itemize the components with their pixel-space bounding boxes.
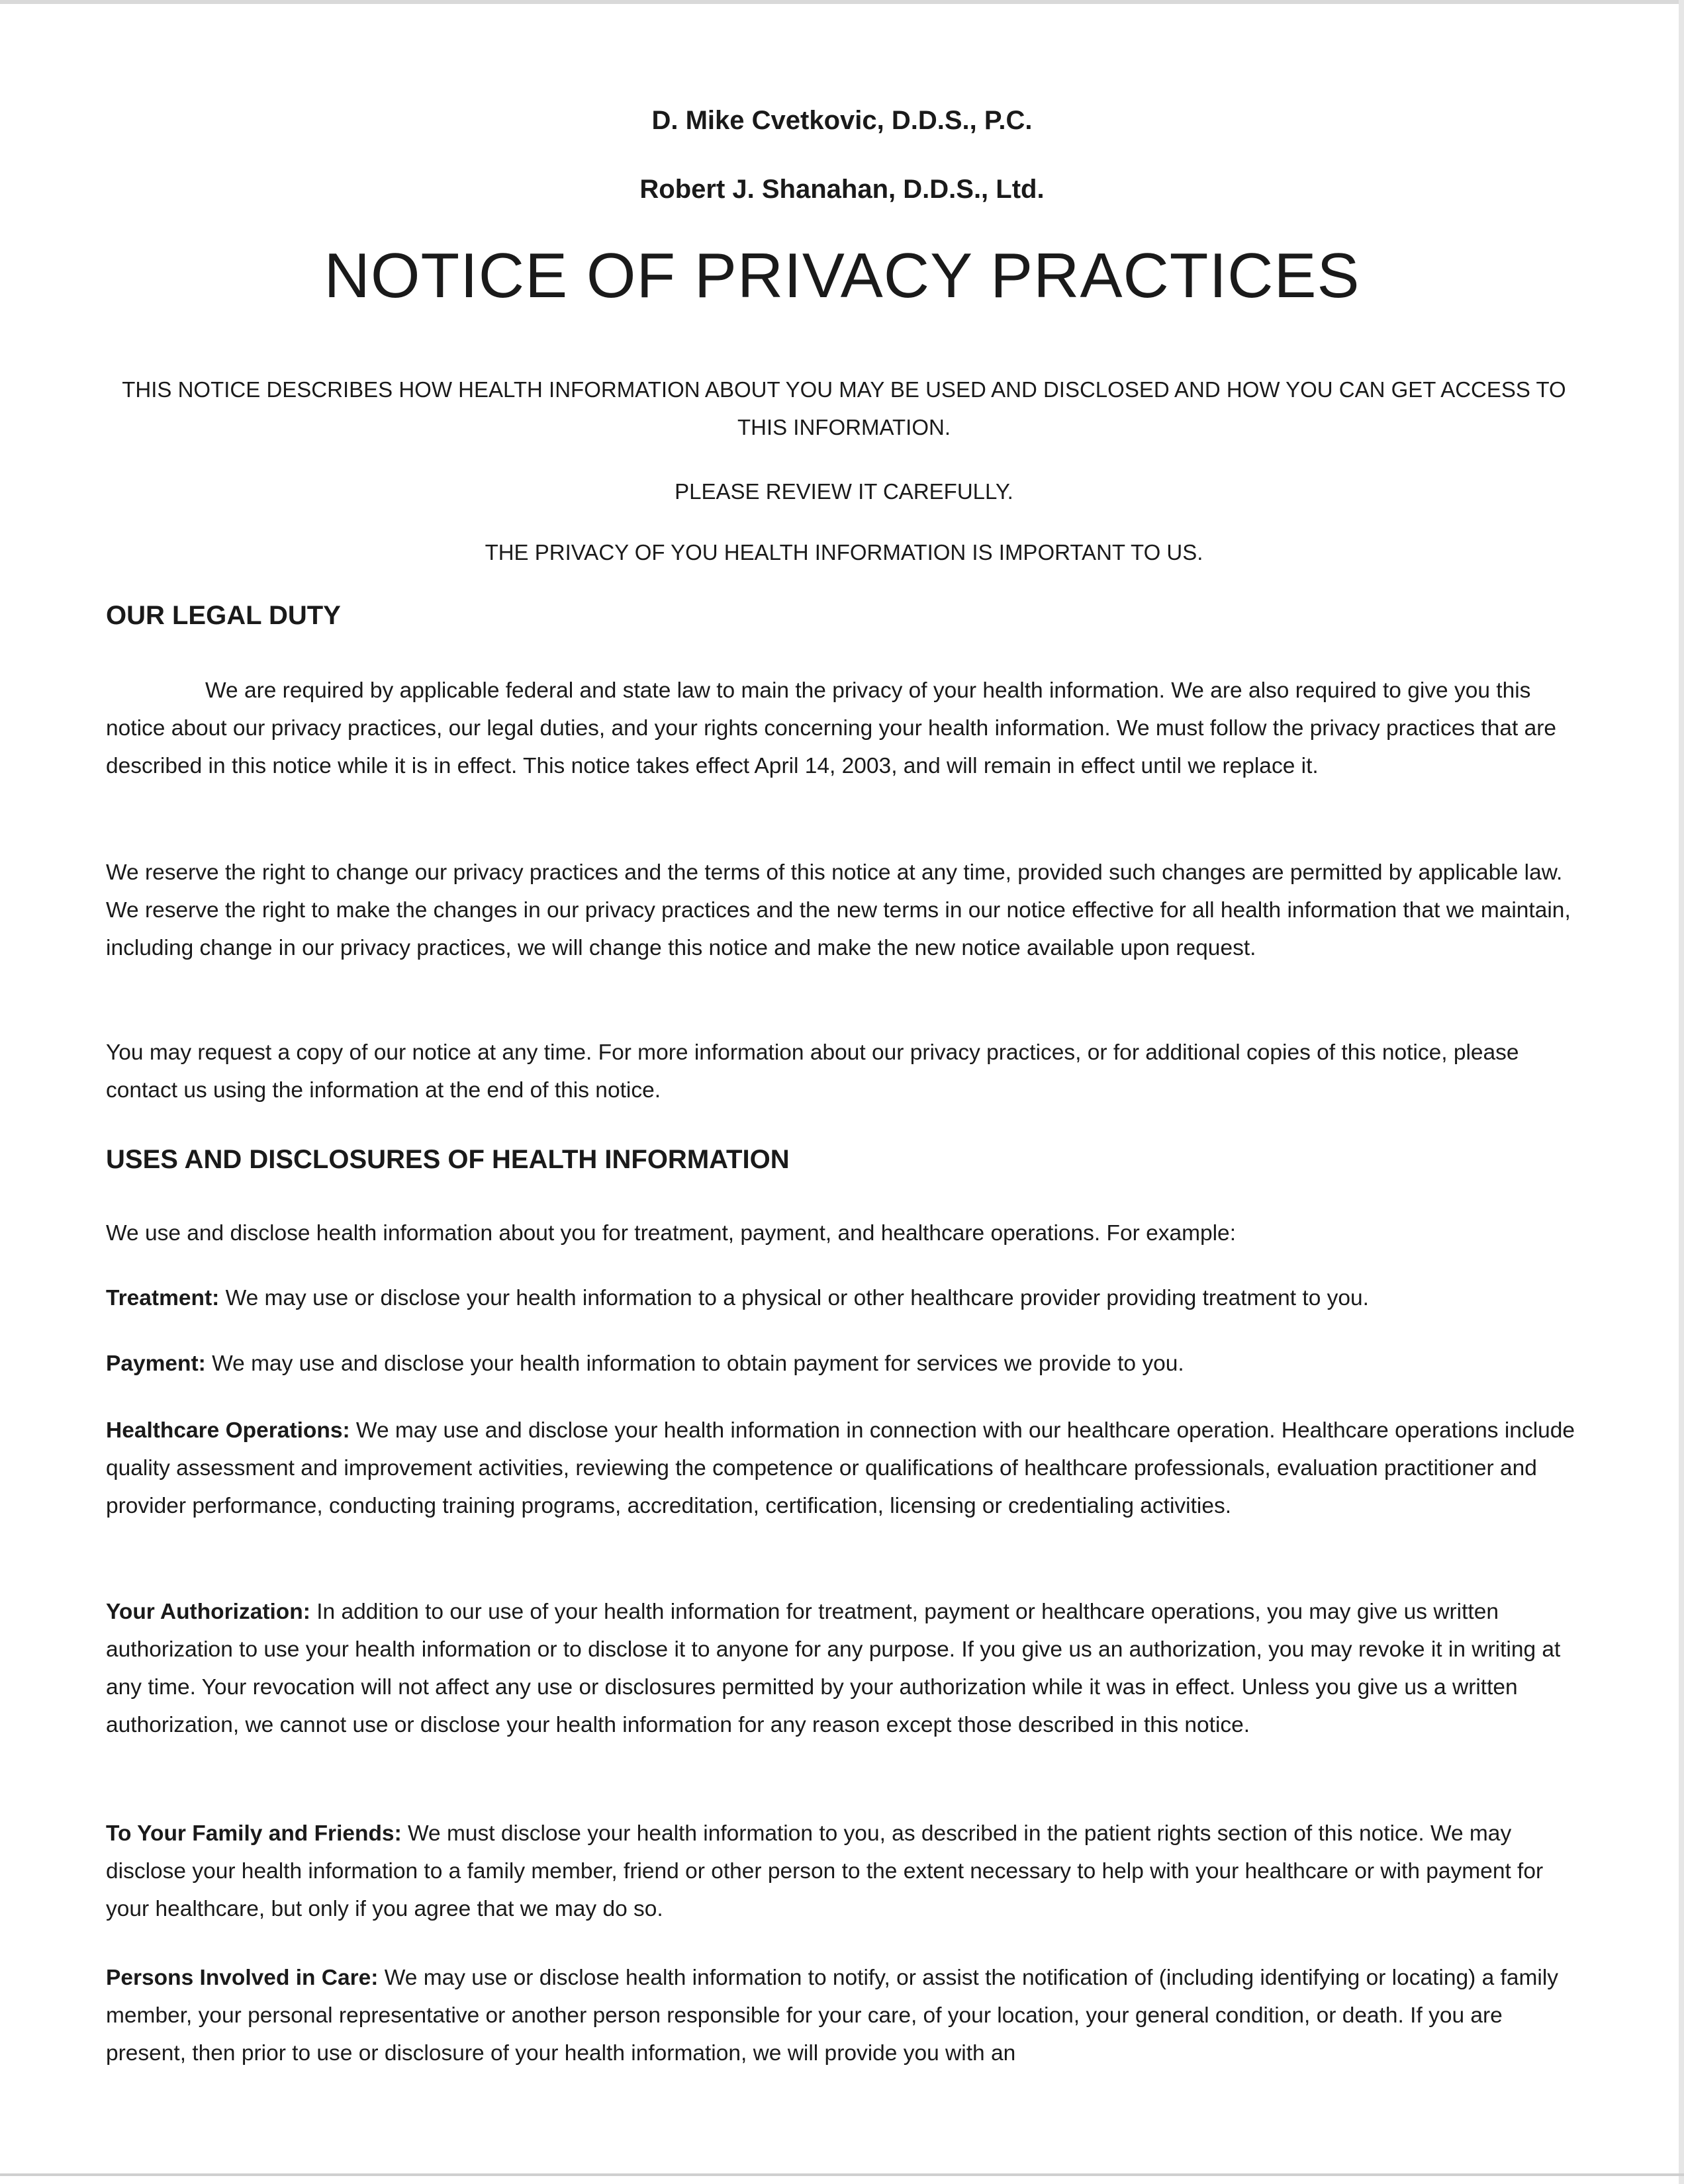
care-text: We may use or disclose health information to notify, or assist the notification of (including identifying or locating) a family member, your personal representative or another person responsible for your care, of your location, your general condition, or death. If you are present, then prior to use or disclosure of your health information, we will provide you with an	[106, 1966, 1559, 2066]
uses-intro: We use and disclose health information about you for treatment, payment, and healthcare operations. For example:	[106, 1221, 1236, 1246]
care-label: Persons Involved in Care:	[106, 1966, 379, 1990]
scan-edge-right	[1679, 0, 1684, 2184]
document-title: NOTICE OF PRIVACY PRACTICES	[324, 240, 1360, 311]
operations-text: We may use and disclose your health information in connection with our healthcare operation. Healthcare operations include quality assessment and improvement activities, reviewing the competence or qualifications of healthcare professionals, evaluation practitioner and provider performance, conducting training programs, accreditation, certification, licensing or credentialing activities.	[106, 1418, 1575, 1518]
care-paragraph	[106, 1959, 1589, 2072]
practice-name-1: D. Mike Cvetkovic, D.D.S., P.C.	[651, 106, 1033, 135]
family-text: We must disclose your health information to you, as described in the patient rights section of this notice. We may disclose your health information to a family member, friend or other person to the extent necessary to help with your healthcare or with payment for your healthcare, but only if you agree that we may do so.	[106, 1821, 1544, 1921]
notice-description: THIS NOTICE DESCRIBES HOW HEALTH INFORMATION ABOUT YOU MAY BE USED AND DISCLOSED AND HOW YOU CAN GET ACCESS TO THIS INFORMATION.	[122, 377, 1566, 439]
operations-paragraph	[106, 1412, 1589, 1525]
family-paragraph	[106, 1815, 1589, 1928]
treatment-paragraph	[106, 1279, 1589, 1317]
payment-text: We may use and disclose your health information to obtain payment for services we provide to you.	[205, 1351, 1184, 1376]
treatment-text: We may use or disclose your health information to a physical or other healthcare provider providing treatment to you.	[219, 1286, 1369, 1310]
heading-uses-disclosures: USES AND DISCLOSURES OF HEALTH INFORMATION	[106, 1145, 790, 1174]
legal-duty-paragraph-2: We reserve the right to change our privacy practices and the terms of this notice at any time, provided such changes are permitted by applicable law. We reserve the right to make the changes in our privacy practices and the new terms in our notice effective for all health information that we maintain, including change in our privacy practices, we will change this notice and make the new notice available upon request.	[106, 860, 1571, 960]
family-label: To Your Family and Friends:	[106, 1821, 402, 1846]
heading-legal-duty: OUR LEGAL DUTY	[106, 601, 341, 630]
legal-duty-paragraph-3: You may request a copy of our notice at any time. For more information about our privacy practices, or for additional copies of this notice, please contact us using the information at the end of this notice.	[106, 1040, 1519, 1103]
practice-name-2: Robert J. Shanahan, D.D.S., Ltd.	[639, 175, 1045, 204]
payment-label: Payment:	[106, 1351, 206, 1376]
payment-paragraph	[106, 1345, 1589, 1383]
scan-edge-top	[0, 0, 1684, 4]
operations-label: Healthcare Operations:	[106, 1418, 350, 1443]
authorization-label: Your Authorization:	[106, 1600, 310, 1624]
authorization-paragraph	[106, 1593, 1589, 1744]
privacy-importance: THE PRIVACY OF YOU HEALTH INFORMATION IS IMPORTANT TO US.	[485, 540, 1203, 565]
legal-duty-paragraph-1: We are required by applicable federal and state law to main the privacy of your health information. We are also required to give you this notice about our privacy practices, our legal duties, and your rights concerning your health information. We must follow the privacy practices that are described in this notice while it is in effect. This notice takes effect April 14, 2003, and will remain in effect until we replace it.	[106, 678, 1557, 778]
review-notice: PLEASE REVIEW IT CAREFULLY.	[675, 479, 1013, 504]
treatment-label: Treatment:	[106, 1286, 220, 1310]
authorization-text: In addition to our use of your health information for treatment, payment or healthcare operations, you may give us written authorization to use your health information or to disclose it to anyone for any purpose. If you give us an authorization, you may revoke it in writing at any time. Your revocation will not affect any use or disclosures permitted by your authorization while it was in effect. Unless you give us a written authorization, we cannot use or disclose your health information for any reason except those described in this notice.	[106, 1600, 1561, 1737]
scan-edge-bottom	[0, 2173, 1684, 2176]
